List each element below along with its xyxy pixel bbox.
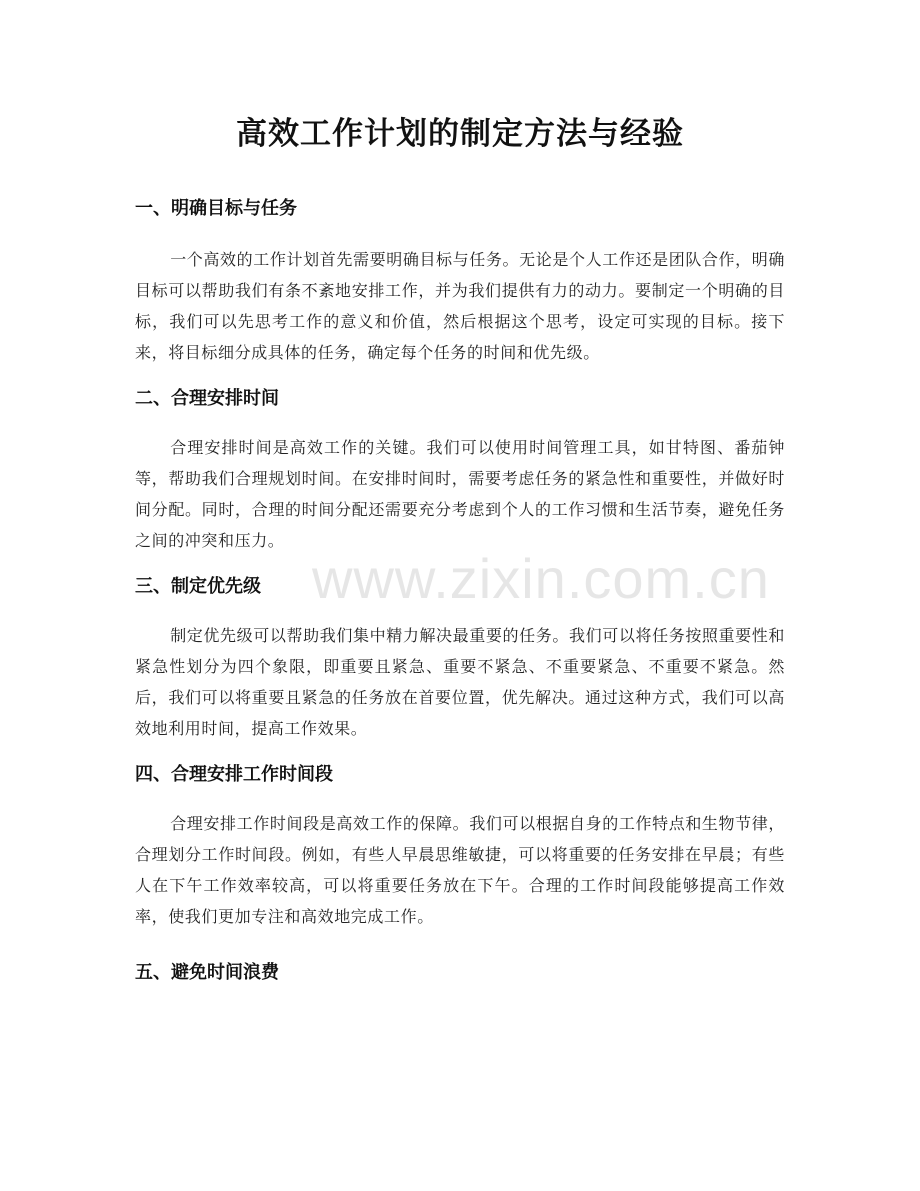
section-paragraph-1: 一个高效的工作计划首先需要明确目标与任务。无论是个人工作还是团队合作，明确目标可以帮助我们有条不紊地安排工作，并为我们提供有力的动力。要制定一个明确的目标，我们可以先思考工作的意义和价值，然后根据这个思考，设定可实现的目标。接下来，将目标细分成具体的任务，确定每个任务的时间和优先级。 [135,250,785,362]
document-title: 高效工作计划的制定方法与经验 [236,116,684,152]
section-heading-3: 三、制定优先级 [135,576,261,597]
watermark: www.zixin.com.cn [312,547,770,610]
section-heading-5: 五、避免时间浪费 [135,962,279,983]
section-heading-2: 二、合理安排时间 [135,388,279,409]
section-paragraph-4: 合理安排工作时间段是高效工作的保障。我们可以根据自身的工作特点和生物节律，合理划分工作时间段。例如，有些人早晨思维敏捷，可以将重要的任务安排在早晨；有些人在下午工作效率较高，可以将重要任务放在下午。合理的工作时间段能够提高工作效率，使我们更加专注和高效地完成工作。 [135,814,785,926]
section-paragraph-3: 制定优先级可以帮助我们集中精力解决最重要的任务。我们可以将任务按照重要性和紧急性划分为四个象限，即重要且紧急、重要不紧急、不重要紧急、不重要不紧急。然后，我们可以将重要且紧急的任务放在首要位置，优先解决。通过这种方式，我们可以高效地利用时间，提高工作效果。 [135,626,785,738]
section-heading-1: 一、明确目标与任务 [135,198,297,219]
section-heading-4: 四、合理安排工作时间段 [135,764,333,785]
section-paragraph-2: 合理安排时间是高效工作的关键。我们可以使用时间管理工具，如甘特图、番茄钟等，帮助我们合理规划时间。在安排时间时，需要考虑任务的紧急性和重要性，并做好时间分配。同时，合理的时间分配还需要充分考虑到个人的工作习惯和生活节奏，避免任务之间的冲突和压力。 [135,438,785,550]
